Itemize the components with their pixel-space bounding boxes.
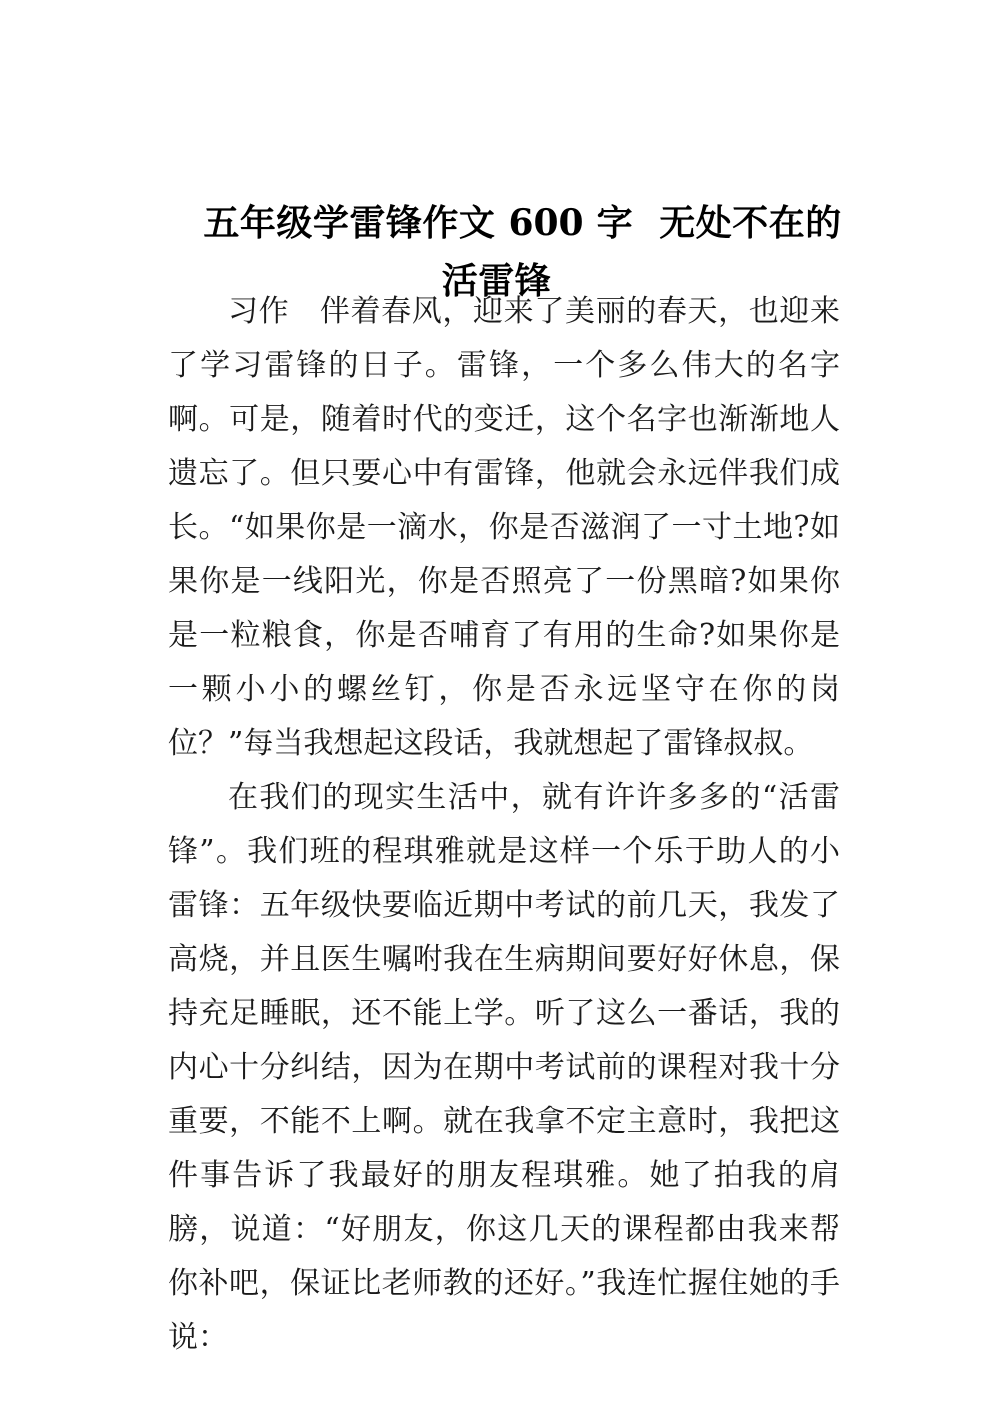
paragraph-1: 习作 伴着春风，迎来了美丽的春天，也迎来了学习雷锋的日子。雷锋，一个多么伟大的名字啊。可是，随着时代的变迁，这个名字也渐渐地人遗忘了。但只要心中有雷锋，他就会永远伴我们成长。“如果你是一滴水，你是否滋润了一寸土地?如果你是一线阳光，你是否照亮了一份黑暗?如果你是一粒粮食，你是否哺育了有用的生命?如果你是一颗小小的螺丝钉，你是否永远坚守在你的岗位？”每当我想起这段话，我就想起了雷锋叔叔。 <box>168 294 840 761</box>
paragraph-2: 在我们的现实生活中，就有许许多多的“活雷锋”。我们班的程琪雅就是这样一个乐于助人的小雷锋：五年级快要临近期中考试的前几天，我发了高烧，并且医生嘱咐我在生病期间要好好休息，保持充足睡眠，还不能上学。听了这么一番话，我的内心十分纠结，因为在期中考试前的课程对我十分重要，不能不上啊。就在我拿不定主意时，我把这件事告诉了我最好的朋友程琪雅。她了拍我的肩膀，说道：“好朋友，你这几天的课程都由我来帮你补吧，保证比老师教的还好。”我连忙握住她的手说： <box>168 780 840 1355</box>
document-body <box>168 285 840 1365</box>
title-text-before-number: 五年级学雷锋作文 <box>203 203 509 245</box>
title-text-after-number: 字 无处不在的活雷锋 <box>441 203 842 303</box>
title-word-count: 600 <box>508 202 584 245</box>
